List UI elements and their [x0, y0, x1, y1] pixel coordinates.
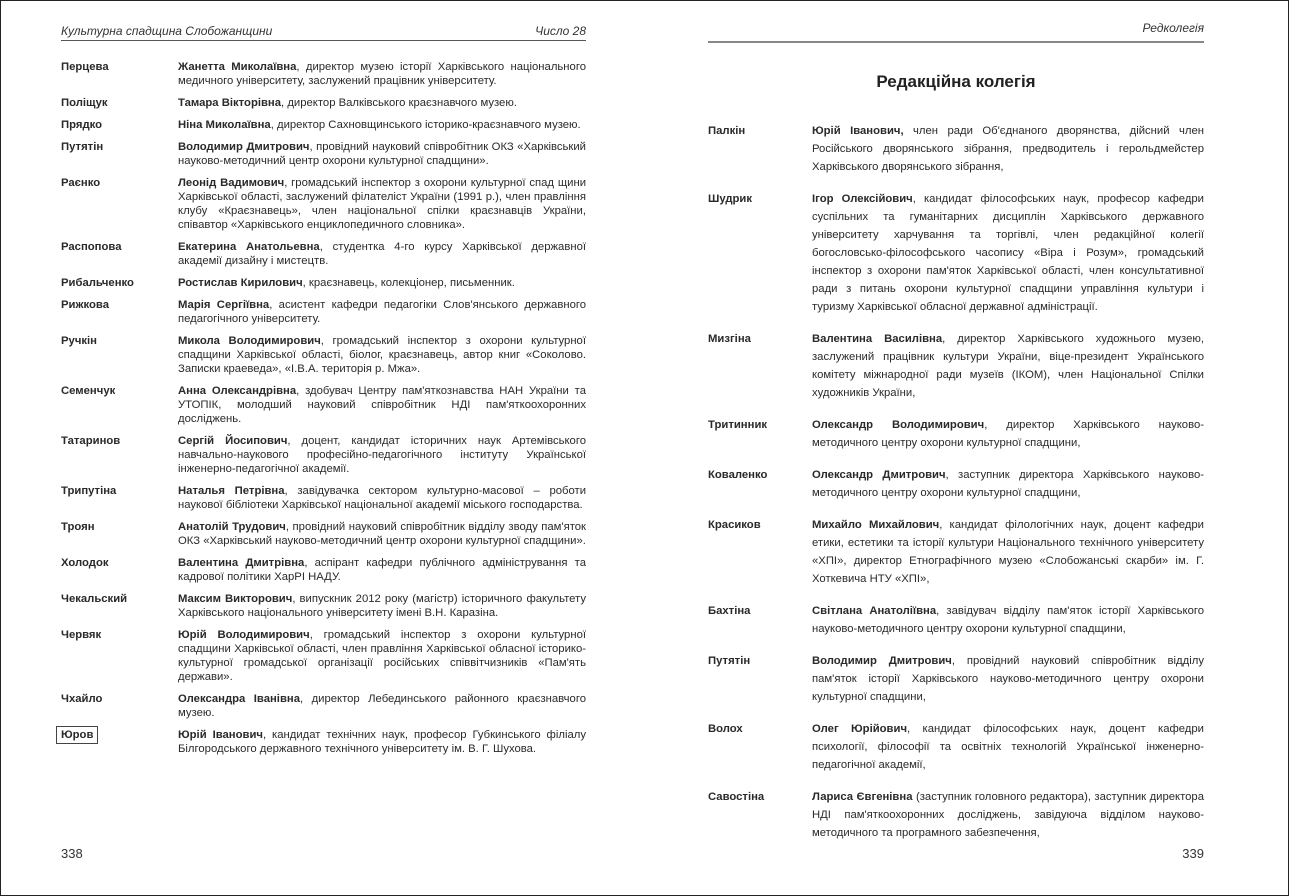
- list-item: [61, 520, 586, 548]
- description-text: , директор Сахновщинського історико-краєзнавчого музею.: [270, 119, 581, 131]
- header-rule: [61, 40, 586, 41]
- surname: [61, 96, 178, 110]
- surname: [61, 728, 178, 756]
- given-name: Марія Сергіївна: [178, 299, 270, 311]
- given-name: Олександра Іванівна: [178, 693, 300, 705]
- description-text: , громадський інспектор з охорони культурної спад щини Харківської області, заслужений філателіст України (1991 р.), член правління клубу «Краєзнавець», член національної спілки краєзнавців України, співавтор «Харківського енциклопедичного словника».: [178, 177, 587, 231]
- surname: [708, 416, 812, 452]
- surname: [61, 240, 178, 268]
- list-item: [61, 240, 586, 268]
- description-text: , провідний науковий співробітник відділу пам'яток історії Харківського науково-методичного центру охорони культурної спадщини,: [812, 655, 1204, 703]
- list-item: [61, 140, 586, 168]
- surname: [61, 60, 178, 88]
- surname-text: Чхайло: [61, 693, 103, 705]
- given-name: Анна Олександрівна: [178, 385, 297, 397]
- list-item: [61, 484, 586, 512]
- description: [812, 330, 1204, 402]
- page-title: Редакційна колегія: [876, 72, 1036, 91]
- surname: [708, 330, 812, 402]
- surname-text: Бахтіна: [708, 605, 751, 617]
- description: [812, 602, 1204, 638]
- list-item: [61, 334, 586, 376]
- list-item: [61, 176, 586, 232]
- running-head: [61, 24, 586, 40]
- surname: [61, 556, 178, 584]
- description: [178, 334, 586, 376]
- description-text: , кандидат філософських наук, доцент кафедри психології, філософії та освітніх технологій Української інженерно-педагогічної академії,: [812, 723, 1204, 771]
- surname: [61, 628, 178, 684]
- surname-text: Савостіна: [708, 791, 765, 803]
- description: [178, 520, 586, 548]
- description: [178, 60, 586, 88]
- description-text: , випускник 2012 року (магістр) історичного факультету Харківського національного університету імені В.Н. Каразіна.: [178, 593, 586, 619]
- editorial-board-list: [708, 122, 1204, 856]
- list-item: [61, 728, 586, 756]
- description-text: , директор Валківського краєзнавчого музею.: [281, 97, 517, 109]
- surname-text: Мизгіна: [708, 333, 751, 345]
- surname-text: Коваленко: [708, 469, 768, 481]
- surname-text: Поліщук: [61, 97, 108, 109]
- description: [178, 728, 586, 756]
- section-title: Редколегія: [1142, 21, 1204, 35]
- given-name: Микола Володимирович: [178, 335, 321, 347]
- given-name: Тамара Вікторівна: [178, 97, 282, 109]
- given-name: Олександр Дмитрович: [812, 469, 946, 481]
- surname: [61, 692, 178, 720]
- given-name: Наталья Петрівна: [178, 485, 285, 497]
- given-name: Олександр Володимирович: [812, 419, 985, 431]
- list-item: [708, 416, 1204, 452]
- surname-text: Татаринов: [61, 435, 121, 447]
- surname: [708, 122, 812, 176]
- description-text: , аспірант кафедри публічного адміністрування та кадрової політики ХарРІ НАДУ.: [178, 557, 586, 583]
- surname: [708, 466, 812, 502]
- description-text: , асистент кафедри педагогіки Слов'янського державного педагогічного університету.: [178, 299, 587, 325]
- surname-text: Тритинник: [708, 419, 768, 431]
- surname: [61, 334, 178, 376]
- description: [812, 416, 1204, 452]
- description: [178, 628, 586, 684]
- list-item: [61, 60, 586, 88]
- journal-title: Культурна спадщина Слобожанщини: [61, 24, 273, 38]
- given-name: Екатерина Анатольевна: [178, 241, 320, 253]
- given-name: Валентина Василівна: [812, 333, 943, 345]
- surname-text: Путятін: [61, 141, 104, 153]
- description: [812, 788, 1204, 842]
- list-item: [708, 602, 1204, 638]
- list-item: [708, 652, 1204, 706]
- given-name: Леонід Вадимович: [178, 177, 285, 189]
- surname: [708, 720, 812, 774]
- given-name: Світлана Анатоліївна: [812, 605, 937, 617]
- description-text: , завідувачка сектором культурно-масової – роботи наукової бібліотеки Харківської національної академії міського господарства.: [178, 485, 587, 511]
- header-rule: [708, 41, 1204, 43]
- description-text: , провідний науковий співробітник відділу зводу пам'яток ОКЗ «Харківський науково-методичний центр охорони культурної спадщини».: [178, 521, 586, 547]
- surname: [61, 520, 178, 548]
- list-item: [61, 384, 586, 426]
- list-item: [61, 298, 586, 326]
- list-item: [708, 190, 1204, 316]
- surname: [708, 788, 812, 842]
- surname: [708, 190, 812, 316]
- given-name: Сергій Йосипович: [178, 435, 288, 447]
- description: [178, 384, 586, 426]
- surname-text: Перцева: [61, 61, 109, 73]
- surname: [61, 484, 178, 512]
- given-name: Олег Юрійович: [812, 723, 907, 735]
- description-text: (заступник головного редактора), заступник директора НДІ пам'яткоохоронних досліджень, завідуюча відділом науково-методичного та програмного забезпечення,: [812, 791, 1204, 839]
- list-item: [708, 516, 1204, 588]
- description-text: , громадський інспектор з охорони культурної спадщини Харківської області, біолог, краєзнавець, автор книг «Соколово. Записки краеведа», «І.В.А. територія р. Мжа».: [178, 335, 586, 375]
- description: [178, 276, 586, 290]
- description-text: , заступник директора Харківського науково-методичного центру охорони культурної спадщини,: [812, 469, 1204, 499]
- highlighted-surname: Юров: [56, 726, 98, 744]
- page-number: 339: [1182, 846, 1204, 861]
- given-name: Жанетта Миколаївна: [178, 61, 297, 73]
- surname-text: Раєнко: [61, 177, 101, 189]
- list-item: [61, 592, 586, 620]
- given-name: Ростислав Кирилович: [178, 277, 303, 289]
- given-name: Володимир Дмитрович: [178, 141, 310, 153]
- description-text: , провідний науковий співробітник ОКЗ «Харківський науково-методичний центр охорони культурної спадщини».: [178, 141, 586, 167]
- surname-text: Холодок: [61, 557, 109, 569]
- description: [178, 96, 586, 110]
- description: [178, 118, 586, 132]
- surname-text: Волох: [708, 723, 743, 735]
- surname: [61, 298, 178, 326]
- surname: [61, 592, 178, 620]
- list-item: [61, 276, 586, 290]
- list-item: [61, 434, 586, 476]
- surname: [61, 140, 178, 168]
- list-item: [61, 692, 586, 720]
- surname-text: Червяк: [61, 629, 102, 641]
- description-text: , кандидат технічних наук, професор Губкинського філіалу Білгородського державного технічного університету ім. В. Г. Шухова.: [178, 729, 586, 755]
- given-name: Юрій Іванович,: [812, 125, 904, 137]
- description: [812, 652, 1204, 706]
- surname: [708, 602, 812, 638]
- surname-text: Прядко: [61, 119, 103, 131]
- description: [812, 190, 1204, 316]
- surname: [61, 176, 178, 232]
- surname-text: Трипутіна: [61, 485, 117, 497]
- issue-number: Число 28: [535, 24, 586, 38]
- description: [178, 240, 586, 268]
- description-text: , здобувач Центру пам'яткознавства НАН України та УТОПІК, молодший науковий співробітник НДІ пам'яткоохоронних досліджень.: [178, 385, 586, 425]
- description-text: , директор Лебединського районного краєзнавчого музею.: [178, 693, 586, 719]
- description: [178, 484, 586, 512]
- description-text: член ради Об'єднаного дворянства, дійсний член Російського дворянського зібрання, предводитель і герольдмейстер Харківського дворянського зібрання,: [812, 125, 1204, 173]
- given-name: Ніна Миколаївна: [178, 119, 271, 131]
- list-item: [61, 118, 586, 132]
- surname: [708, 516, 812, 588]
- running-head: [708, 21, 1204, 37]
- description: [812, 122, 1204, 176]
- description: [178, 434, 586, 476]
- description: [812, 720, 1204, 774]
- list-item: [708, 466, 1204, 502]
- given-name: Володимир Дмитрович: [812, 655, 952, 667]
- description: [812, 516, 1204, 588]
- contributor-list: [61, 60, 586, 764]
- description: [178, 298, 586, 326]
- surname-text: Красиков: [708, 519, 761, 531]
- description-text: , кандидат філологічних наук, доцент кафедри етики, естетики та історії культури Національного технічного університету «ХПІ», директор Етнографічного музею «Слобожанські скарби» ім. Г. Хоткевича НТУ «ХПІ»,: [812, 519, 1204, 585]
- surname: [61, 384, 178, 426]
- list-item: [61, 556, 586, 584]
- list-item: [708, 122, 1204, 176]
- page-number: 338: [61, 846, 83, 861]
- given-name: Юрій Володимирович: [178, 629, 310, 641]
- given-name: Лариса Євгенівна: [812, 791, 913, 803]
- description: [178, 556, 586, 584]
- description-text: , кандидат філософських наук, професор кафедри суспільних та гуманітарних дисциплін Харківського державного університету харчування та торгівлі, член редакційної колегії богословсько-філософського часопису «Віра і Розум», громадський інспектор з охорони пам'яток Харківської області, член консультативної ради з питань охорони культурної спадщини управління культури і туризму Харківської обласної державної адміністрації.: [812, 193, 1204, 313]
- given-name: Ігор Олексійович: [812, 193, 913, 205]
- description-text: , доцент, кандидат історичних наук Артемівського навчально-наукового професійно-педагогічного інституту Української інженерно-педагогічної академії.: [178, 435, 586, 475]
- surname-text: Рибальченко: [61, 277, 134, 289]
- surname-text: Палкін: [708, 125, 746, 137]
- description: [178, 140, 586, 168]
- description: [178, 592, 586, 620]
- description: [178, 176, 586, 232]
- given-name: Михайло Михайлович: [812, 519, 940, 531]
- list-item: [708, 788, 1204, 842]
- description-text: , директор музею історії Харківського національного медичного університету, заслужений працівник університету.: [178, 61, 586, 87]
- description-text: , директор Харківського науково-методичного центру охорони культурної спадщини,: [812, 419, 1204, 449]
- surname-text: Шудрик: [708, 193, 753, 205]
- surname: [708, 652, 812, 706]
- given-name: Юрій Іванович: [178, 729, 263, 741]
- surname: [61, 434, 178, 476]
- surname-text: Чекальский: [61, 593, 128, 605]
- surname-text: Рижкова: [61, 299, 109, 311]
- surname: [61, 118, 178, 132]
- surname-text: Путятін: [708, 655, 751, 667]
- description: [178, 692, 586, 720]
- given-name: Максим Викторович: [178, 593, 293, 605]
- description-text: , громадський інспектор з охорони культурної спадщини Харківської області, член правління Харківської обласної історико-культурної громадської організації російських співвітчизників «Пам'ять держави».: [178, 629, 586, 683]
- surname: [61, 276, 178, 290]
- given-name: Валентина Дмитрівна: [178, 557, 305, 569]
- list-item: [708, 330, 1204, 402]
- surname-text: Распопова: [61, 241, 122, 253]
- description-text: , директор Харківського художнього музею, заслужений працівник культури України, віце-президент Українського комітету міжнародної ради музеїв (ІКОМ), член Національної Спілки художників України,: [812, 333, 1204, 399]
- description-text: , завідувач відділу пам'яток історії Харківського науково-методичного центру охорони культурної спадщини,: [812, 605, 1205, 635]
- list-item: [61, 628, 586, 684]
- list-item: [61, 96, 586, 110]
- description: [812, 466, 1204, 502]
- description-text: , краєзнавець, колекціонер, письменник.: [302, 277, 515, 289]
- description-text: , студентка 4-го курсу Харківської державної академії дизайну і мистецтв.: [178, 241, 586, 267]
- given-name: Анатолій Трудович: [178, 521, 286, 533]
- list-item: [708, 720, 1204, 774]
- surname-text: Семенчук: [61, 385, 116, 397]
- surname-text: Троян: [61, 521, 95, 533]
- surname-text: Ручкін: [61, 335, 97, 347]
